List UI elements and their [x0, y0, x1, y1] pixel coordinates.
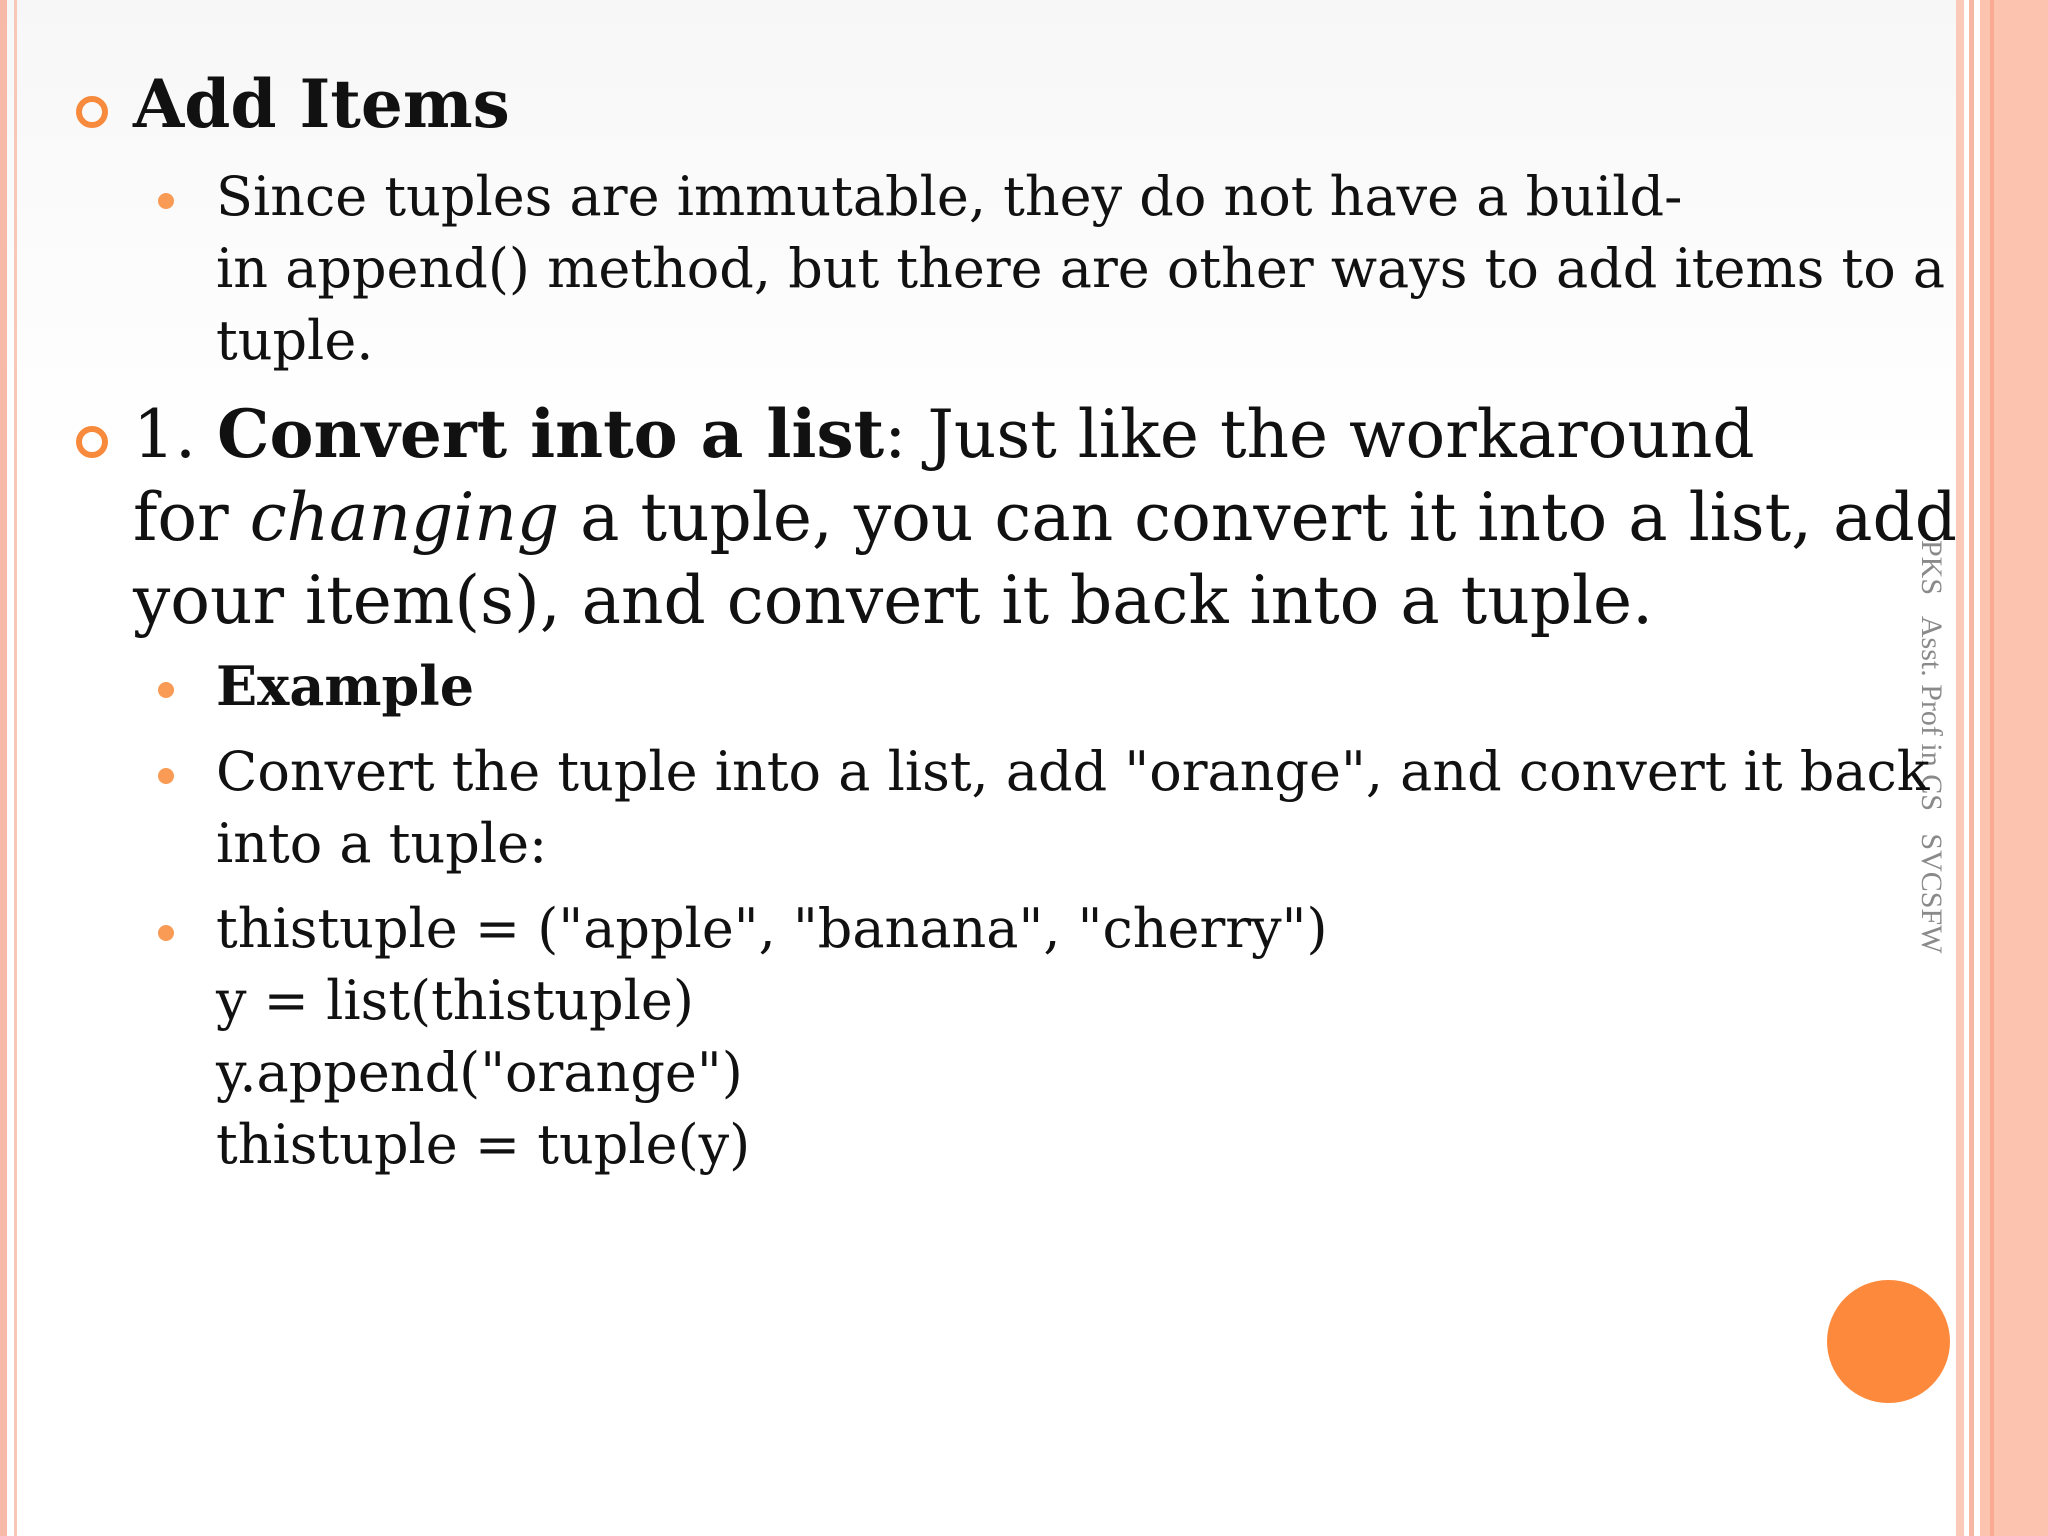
code-line-4: thistuple = tuple(y) — [216, 1113, 751, 1176]
dot-bullet-icon — [158, 768, 174, 784]
right-border-stripe — [1956, 0, 1964, 1536]
intro-text-line-3: tuple. — [216, 309, 374, 372]
ring-bullet-icon — [76, 426, 108, 458]
point1-line-3: your item(s), and convert it back into a tuple. — [133, 562, 1654, 639]
point1-number: 1. — [133, 396, 217, 473]
point1-line1-rest: : Just like the workaround — [884, 396, 1755, 473]
dot-bullet-icon — [158, 925, 174, 941]
vertical-footer-text: PKS Asst. Prof in CS SVCSFW — [1915, 540, 1948, 954]
point1-line2-italic: changing — [249, 479, 560, 556]
left-border-stripe — [0, 0, 7, 1536]
ring-bullet-icon — [76, 96, 108, 128]
point1-bold-title: Convert into a list — [216, 395, 885, 473]
example-desc-line-2: into a tuple: — [216, 812, 548, 875]
point1-line2-post: a tuple, you can convert it into a list, add — [559, 479, 1957, 556]
dot-bullet-icon — [158, 682, 174, 698]
point1-line-1 — [133, 393, 1755, 476]
code-line-1: thistuple = ("apple", "banana", "cherry") — [216, 897, 1328, 960]
example-label: Example — [216, 654, 475, 718]
code-line-3: y.append("orange") — [216, 1041, 743, 1104]
right-border-line — [1990, 0, 1994, 1536]
dot-bullet-icon — [158, 193, 174, 209]
point1-line-2 — [133, 476, 1957, 559]
intro-text-line-2: in append() method, but there are other ways to add items to a — [216, 237, 1946, 300]
decorative-orange-circle — [1827, 1280, 1950, 1403]
section-heading: Add Items — [133, 65, 510, 143]
left-border-stripe-thin — [14, 0, 17, 1536]
intro-text-line-1: Since tuples are immutable, they do not have a build- — [216, 165, 1683, 228]
code-line-2: y = list(thistuple) — [216, 969, 694, 1032]
example-desc-line-1: Convert the tuple into a list, add "orange", and convert it back — [216, 740, 1930, 803]
point1-line2-pre: for — [133, 479, 250, 556]
